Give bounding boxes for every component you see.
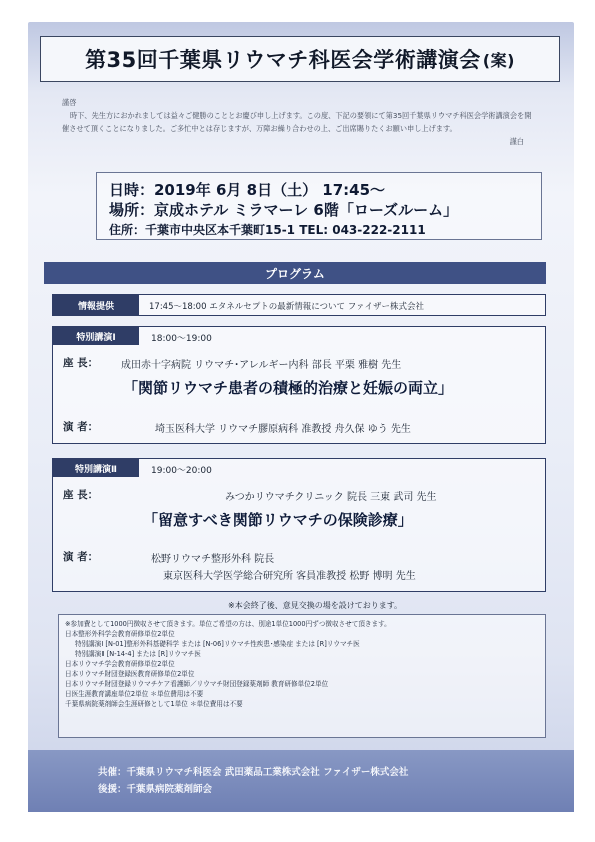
event-datetime: 日時：2019年 6月 8日（土） 17:45〜 <box>109 181 386 199</box>
event-details <box>96 172 542 240</box>
event-address: 住所：千葉市中央区本千葉町15-1 TEL: 043-222-2111 <box>109 223 426 237</box>
lecture2-speaker-affiliation: 松野リウマチ整形外科 院長 <box>151 554 275 565</box>
lecture2-chair: みつかリウマチクリニック 院長 三東 武司 先生 <box>225 492 437 503</box>
note-line: 日本リウマチ財団登録リウマチケア看護師／リウマチ財団登録薬剤師 教育研修単位2単位 <box>65 680 329 688</box>
lecture1-chair-label: 座 長： <box>63 357 99 369</box>
lecture2-speaker-name: 東京医科大学医学総合研究所 客員准教授 松野 博明 先生 <box>163 571 416 582</box>
note-line: 日本整形外科学会教育研修単位2単位 <box>65 630 175 638</box>
lecture1-speaker-label: 演 者： <box>63 421 99 433</box>
note-line: 特別講演Ⅰ [N-01]整形外科基礎科学 または [N-06]リウマチ性疾患･感染症 または [R]リウマチ医 <box>75 640 360 648</box>
note-line: 特別講演Ⅱ [N-14-4] または [R]リウマチ医 <box>75 650 201 658</box>
lecture1-title: 「関節リウマチ患者の積極的治療と妊娠の両立」 <box>123 379 454 397</box>
sponsor-footer <box>28 750 574 812</box>
lecture2-chair-label: 座 長： <box>63 489 99 501</box>
event-venue: 場所：京成ホテル ミラマーレ 6階「ローズルーム」 <box>109 201 459 219</box>
cosponsor-text: 共催：千葉県リウマチ科医会 武田薬品工業株式会社 ファイザー株式会社 <box>98 767 409 778</box>
lecture1-time: 18:00〜19:00 <box>151 334 212 344</box>
title-suffix: (案) <box>482 50 515 70</box>
note-line: ※参加費として1000円徴収させて頂きます。単位ご希望の方は、別途1単位1000円ずつ徴収させて頂きます。 <box>65 620 391 628</box>
support-text: 後援：千葉県病院薬剤師会 <box>98 784 213 795</box>
lecture2-title: 「留意すべき関節リウマチの保険診療」 <box>143 511 413 529</box>
lecture2-speaker-label: 演 者： <box>63 551 99 563</box>
lecture2-tag: 特別講演Ⅱ <box>53 459 139 477</box>
greeting-close: 謹白 <box>509 137 524 146</box>
lecture1-tag: 特別講演Ⅰ <box>53 327 139 345</box>
note-line: 日医生涯教育講座単位2単位 ＊単位費用は不要 <box>65 690 204 698</box>
greeting-open: 謹啓 <box>62 98 77 107</box>
greeting-body: 時下、先生方におかれましては益々ご健勝のこととお慶び申し上げます。この度、下記の要領にて第35回千葉県リウマチ科医会学術講演会を開催させて頂くことになりました。ご多忙中とは存じますが、万障お繰り合わせの上、ご出席賜りたくお願い申し上げます。 <box>62 111 532 133</box>
closing-note: ※本会終了後、意見交換の場を設けております。 <box>228 601 403 610</box>
info-tag: 情報提供 <box>53 295 139 315</box>
lecture2-time: 19:00〜20:00 <box>151 466 212 476</box>
greeting-letter <box>62 96 532 148</box>
note-line: 千葉県病院薬剤師会生涯研修として1単位 ＊単位費用は不要 <box>65 700 243 708</box>
info-session <box>52 294 546 316</box>
page-title <box>40 36 560 82</box>
note-line: 日本リウマチ学会教育研修単位2単位 <box>65 660 175 668</box>
lecture1-section <box>52 326 546 444</box>
program-heading: プログラム <box>44 262 546 284</box>
lecture1-speaker: 埼玉医科大学 リウマチ膠原病科 准教授 舟久保 ゆう 先生 <box>155 424 411 435</box>
note-line: 日本リウマチ財団登録医教育研修単位2単位 <box>65 670 195 678</box>
credit-notes <box>58 614 546 738</box>
title-main: 第35回千葉県リウマチ科医会学術講演会 <box>85 48 481 72</box>
lecture2-section <box>52 458 546 592</box>
info-text: 17:45〜18:00 エタネルセプトの最新情報について ファイザー株式会社 <box>149 302 425 312</box>
lecture1-chair: 成田赤十字病院 リウマチ･アレルギー内科 部長 平栗 雅樹 先生 <box>121 360 402 371</box>
